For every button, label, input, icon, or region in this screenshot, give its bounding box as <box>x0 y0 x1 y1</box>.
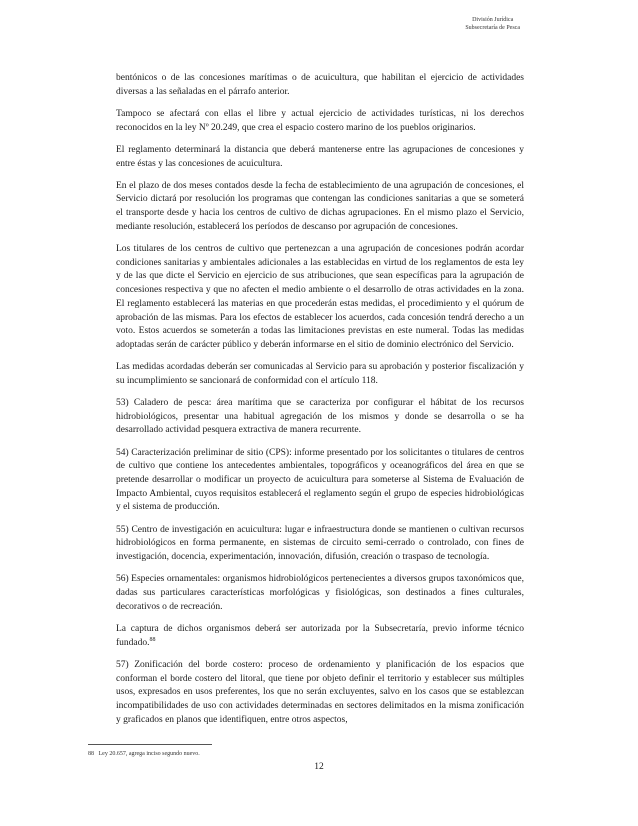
paragraph: El reglamento determinará la distancia que deberá mantenerse entre las agrupaciones de concesiones y entre éstas y las concesiones de acuicultura. <box>116 144 524 169</box>
paragraph-text: La captura de dichos organismos deberá ser autorizada por la Subsecretaría, previo informe técnico fundado. <box>116 623 524 648</box>
paragraph: Los titulares de los centros de cultivo que pertenezcan a una agrupación de concesiones podrán acordar condiciones sanitarias y ambientales adicionales a las establecidas en virtud de los reglamentos de esta ley y de las que dicte el Servicio en ejercicio de sus atribuciones, que sean específicas para la agrupación de concesiones respectiva y que no afecten el medio ambiente o el desarrollo de otras actividades en la zona. El reglamento establecerá las materias en que procederán estas medidas, el procedimiento y el quórum de aprobación de las mismas. Para los efectos de establecer los acuerdos, cada concesión tendrá derecho a un voto. Estos acuerdos se someterán a todas las limitaciones previstas en este numeral. Todas las medidas adoptadas serán de carácter público y deberán informarse en el sitio de dominio electrónico del Servicio. <box>116 244 524 350</box>
footnote-reference: 88 <box>149 636 156 643</box>
footnote-text: Ley 20.657, agrega inciso segundo nuevo. <box>98 751 200 757</box>
paragraph: Las medidas acordadas deberán ser comunicadas al Servicio para su aprobación y posterior fiscalización y su incumplimiento se sancionará de conformidad con el artículo 118. <box>116 362 524 386</box>
document-body <box>116 72 524 736</box>
paragraph-definition-56: 56) Especies ornamentales: organismos hidrobiológicos pertenecientes a diversos grupos taxonómicos que, dadas sus particulares características morfológicas y fisiológicas, son destinados a fines culturales, decorativos o de recreación. <box>116 574 524 612</box>
footnote <box>88 750 200 758</box>
paragraph: En el plazo de dos meses contados desde la fecha de establecimiento de una agrupación de concesiones, el Servicio dictará por resolución los programas que contengan las condiciones sanitarias a que se someterá el transporte desde y hacia los centros de cultivo de dichas agrupaciones. En el mismo plazo el Servicio, mediante resolución, establecerá los períodos de descanso por agrupación de concesiones. <box>116 180 524 232</box>
paragraph-definition-57: 57) Zonificación del borde costero: proceso de ordenamiento y planificación de los espacios que conforman el borde costero del litoral, que tiene por objeto definir el territorio y establecer sus múltiples usos, expresados en usos preferentes, los que no serán excluyentes, salvo en los casos que se establezcan incompatibilidades de uso con actividades determinadas en sectores delimitados en la misma zonificación y graficados en planos que identifiquen, entre otros aspectos, <box>116 659 524 725</box>
paragraph: bentónicos o de las concesiones marítimas o de acuicultura, que habilitan el ejercicio de actividades diversas a las señaladas en el párrafo anterior. <box>116 73 524 97</box>
paragraph-definition-53: 53) Caladero de pesca: área marítima que se caracteriza por configurar el hábitat de los recursos hidrobiológicos, presentar una habitual agregación de los mismos y donde se desarrolla o se ha desarrollado actividad pesquera extractiva de manera recurrente. <box>116 398 524 436</box>
footnote-number: 88 <box>88 751 94 757</box>
paragraph-definition-55: 55) Centro de investigación en acuicultura: lugar e infraestructura donde se mantienen o cultivan recursos hidrobiológicos en forma permanente, en sistemas de circuito semi-cerrado o controlado, con fines de investigación, docencia, experimentación, innovación, difusión, creación o traspaso de tecnología. <box>116 524 524 563</box>
page-number: 12 <box>314 762 324 772</box>
footnote-divider <box>88 744 212 745</box>
header-subsecretaria: Subsecretaría de Pesca <box>465 25 520 31</box>
paragraph-definition-54: 54) Caracterización preliminar de sitio (CPS): informe presentado por los solicitantes o titulares de centros de cultivo que contiene los antecedentes ambientales, topográficos y oceanográficos del área en que se pretende desarrollar o modificar un proyecto de acuicultura para someterse al Sistema de Evaluación de Impacto Ambiental, cuyos requisitos establecerá el reglamento según el grupo de especies hidrobiológicas y el sistema de producción. <box>116 447 524 513</box>
paragraph: Tampoco se afectará con ellas el libre y actual ejercicio de actividades turísticas, ni los derechos reconocidos en la ley Nº 20.249, que crea el espacio costero marino de los pueblos originarios. <box>116 108 524 133</box>
paragraph-with-footnote <box>116 623 524 650</box>
header-division: División Jurídica <box>472 17 514 23</box>
page-header <box>465 16 520 32</box>
